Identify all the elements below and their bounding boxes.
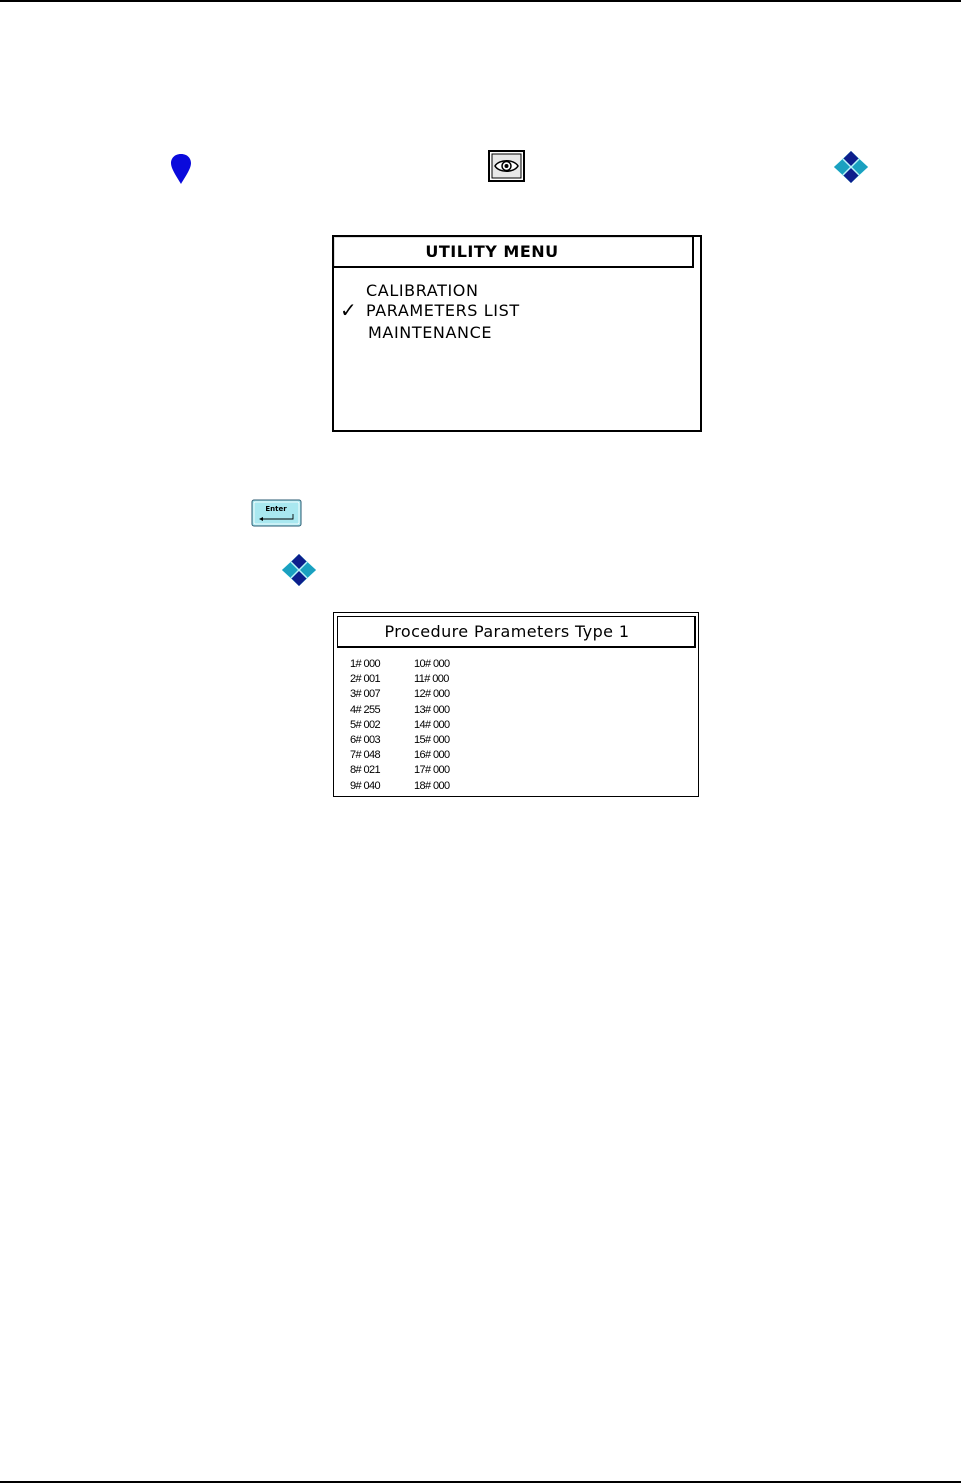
param-column-2 [414, 657, 450, 794]
bottom-page-rule [0, 1481, 961, 1483]
param-row: 10# 000 [414, 658, 450, 670]
param-row: 1# 000 [350, 658, 381, 670]
menu-title: UTILITY MENU [425, 242, 559, 261]
param-row: 12# 000 [414, 688, 450, 701]
param-row: 17# 000 [414, 764, 450, 777]
param-row: 15# 000 [414, 733, 450, 746]
menu-title-bar [334, 237, 694, 268]
params-title-bar [337, 616, 696, 648]
menu-item-parameters-list[interactable]: PARAMETERS LIST [366, 301, 520, 320]
param-row: 16# 000 [414, 749, 450, 762]
param-row: 7# 048 [350, 749, 381, 762]
param-row: 18# 000 [414, 779, 450, 792]
enter-key-icon[interactable] [251, 499, 302, 527]
check-mark-icon: ✓ [340, 298, 357, 322]
param-row: 3# 007 [350, 688, 381, 701]
param-row: 9# 040 [350, 779, 381, 792]
enter-key-label: Enter [265, 505, 287, 513]
param-row: 5# 002 [350, 718, 381, 731]
eye-view-icon [488, 150, 525, 182]
navigation-arrows-icon [833, 150, 869, 184]
param-row: 11# 000 [414, 673, 449, 686]
param-row: 6# 003 [350, 733, 381, 746]
param-row: 4# 255 [350, 703, 381, 716]
param-row: 2# 001 [350, 673, 381, 686]
menu-item-calibration[interactable]: CALIBRATION [366, 281, 479, 300]
utility-menu-screen [332, 235, 702, 432]
top-page-rule [0, 0, 961, 2]
navigation-arrows-icon [281, 553, 317, 587]
menu-item-maintenance[interactable]: MAINTENANCE [368, 323, 493, 342]
procedure-parameters-screen [333, 612, 699, 797]
map-pin-icon [170, 153, 192, 185]
param-row: 14# 000 [414, 718, 450, 731]
param-row: 8# 021 [350, 764, 381, 777]
params-title: Procedure Parameters Type 1 [384, 622, 630, 641]
param-column-1 [350, 657, 380, 794]
param-row: 13# 000 [414, 703, 450, 716]
